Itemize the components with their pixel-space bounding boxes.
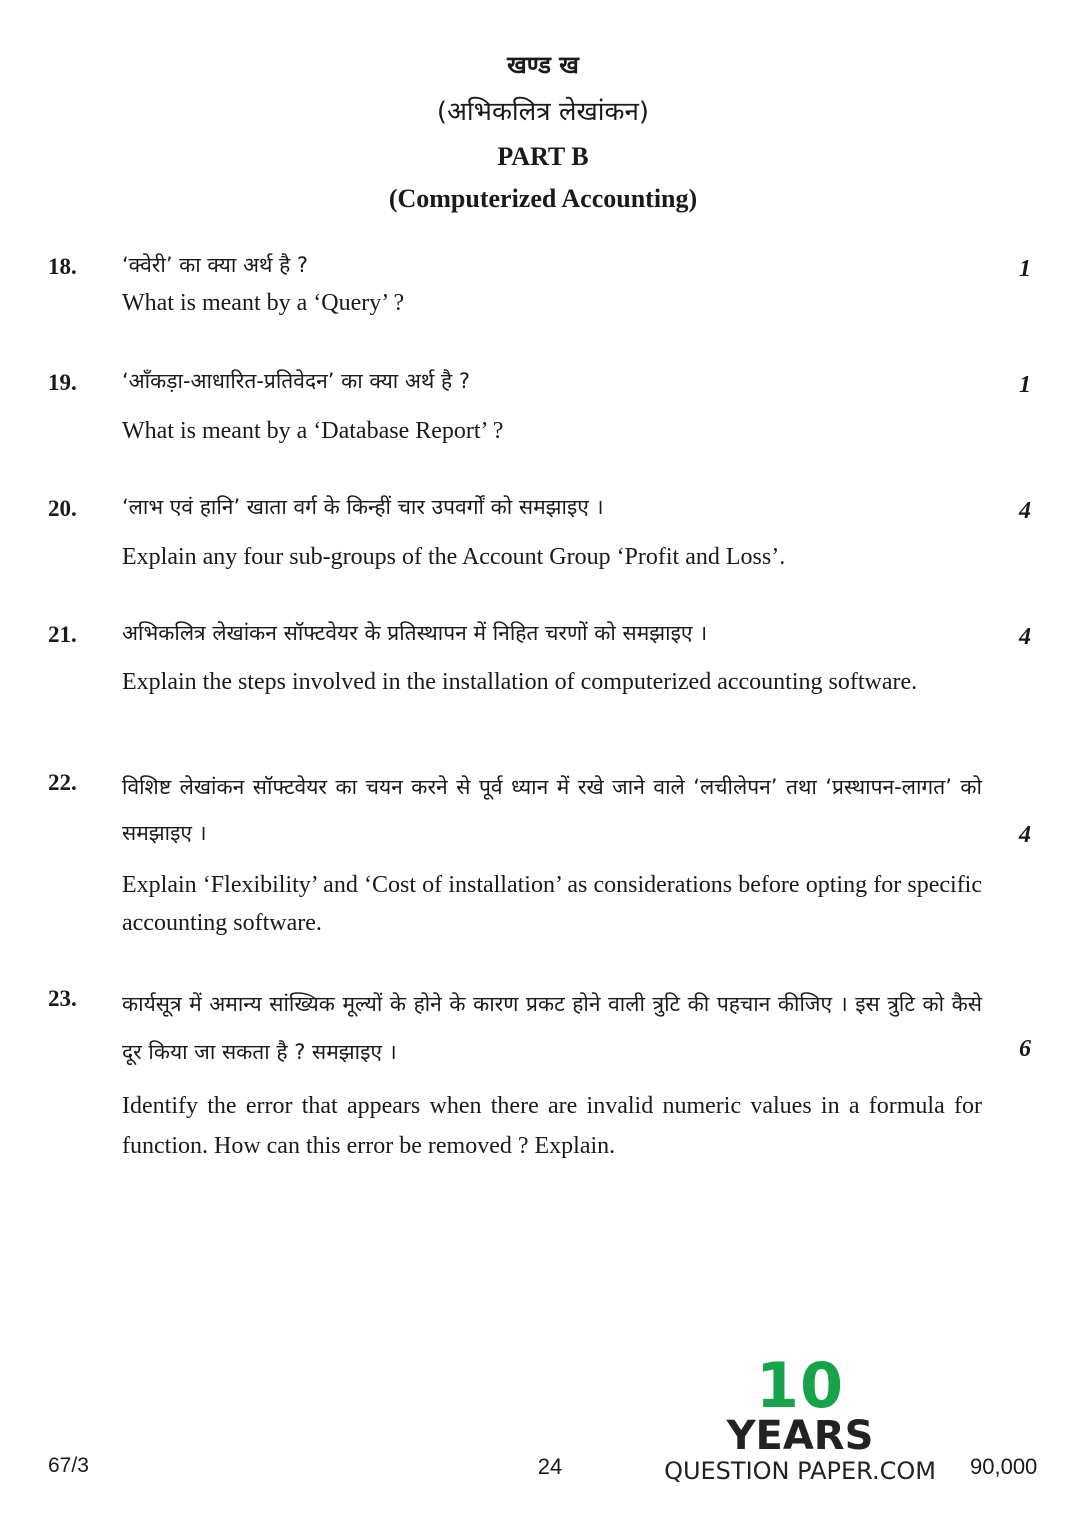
question-marks: 6 — [1019, 1036, 1031, 1062]
question-hindi: विशिष्ट लेखांकन सॉफ्टवेयर का चयन करने से पूर्व ध्यान में रखे जाने वाले ‘लचीलेपन’ तथा ‘प्रस्थापन-लागत’ को समझाइए । — [122, 775, 982, 845]
question-english: What is meant by a ‘Database Report’ ? — [122, 418, 504, 444]
question-number: 18. — [48, 254, 77, 279]
question-hindi: ‘क्वेरी’ का क्या अर्थ है ? — [122, 253, 309, 277]
question-hindi: ‘लाभ एवं हानि’ खाता वर्ग के किन्हीं चार उपवर्गों को समझाइए । — [122, 495, 604, 519]
question-hindi: ‘आँकड़ा-आधारित-प्रतिवेदन’ का क्या अर्थ है ? — [122, 369, 470, 393]
question-number: 23. — [48, 986, 77, 1011]
page-number: 24 — [537, 1454, 563, 1479]
question-number: 22. — [48, 770, 77, 795]
section-title-hindi: खण्ड ख — [507, 51, 579, 79]
question-marks: 1 — [1019, 256, 1031, 282]
question-text — [122, 616, 982, 698]
print-count: 90,000 — [970, 1454, 1038, 1479]
question-english: Explain ‘Flexibility’ and ‘Cost of installation’ as considerations before opting for specific accounting software. — [122, 872, 982, 936]
watermark-site: QUESTION PAPER.COM — [664, 1457, 936, 1485]
question-text — [122, 364, 982, 448]
watermark-number: 10 — [755, 1349, 845, 1422]
question-english: Explain the steps involved in the installation of computerized accounting software. — [122, 669, 918, 695]
section-subtitle-hindi: (अभिकलित्र लेखांकन) — [436, 97, 650, 127]
question-number: 19. — [48, 370, 77, 395]
watermark-years: YEARS — [726, 1413, 874, 1459]
part-title: PART B — [497, 142, 589, 171]
question-english: What is meant by a ‘Query’ ? — [122, 290, 405, 316]
question-english: Explain any four sub-groups of the Account Group ‘Profit and Loss’. — [122, 544, 786, 570]
paper-code: 67/3 — [48, 1454, 89, 1477]
part-subtitle: (Computerized Accounting) — [388, 184, 698, 213]
question-marks: 1 — [1019, 372, 1031, 398]
question-number: 21. — [48, 622, 77, 647]
question-text — [122, 980, 982, 1166]
question-english: Identify the error that appears when there are invalid numeric values in a formula for function. How can this error be removed ? Explain. — [122, 1093, 982, 1159]
watermark-logo — [660, 1349, 940, 1487]
question-number: 20. — [48, 496, 77, 521]
question-marks: 4 — [1019, 498, 1031, 524]
question-text — [122, 490, 982, 574]
question-text — [122, 248, 982, 320]
question-text — [122, 764, 982, 942]
question-hindi: कार्यसूत्र में अमान्य सांख्यिक मूल्यों के होने के कारण प्रकट होने वाली त्रुटि की पहचान कीजिए । इस त्रुटि को कैसे दूर किया जा सकता है ? समझाइए । — [122, 992, 982, 1064]
question-marks: 4 — [1019, 822, 1031, 848]
question-hindi: अभिकलित्र लेखांकन सॉफ्टवेयर के प्रतिस्थापन में निहित चरणों को समझाइए । — [122, 621, 708, 645]
question-marks: 4 — [1019, 624, 1031, 650]
